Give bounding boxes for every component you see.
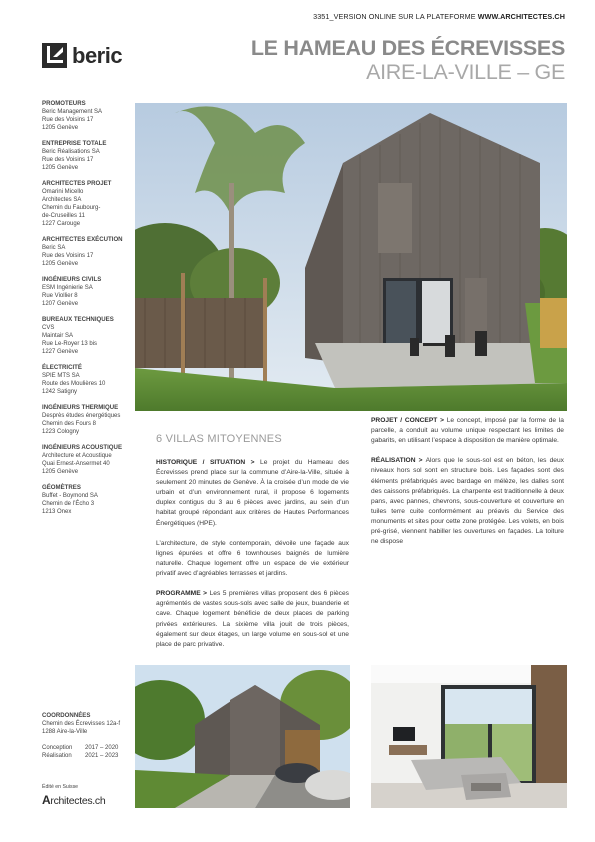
- credit-line: 1205 Genève: [42, 469, 79, 475]
- credit-line: Architecture et Acoustique: [42, 453, 112, 459]
- paragraph-lead: PROJET / CONCEPT >: [371, 417, 447, 424]
- article-column-left: [156, 458, 349, 660]
- credit-line: Beric Réalisations SA: [42, 149, 100, 155]
- credit-heading: ÉLECTRICITÉ: [42, 364, 82, 371]
- credit-heading: BUREAUX TECHNIQUES: [42, 316, 114, 323]
- credit-line: Chemin du Faubourg-: [42, 205, 101, 211]
- conception-row: [42, 744, 134, 752]
- credit-line: 1242 Satigny: [42, 389, 78, 395]
- credit-heading: ARCHITECTES EXÉCUTION: [42, 236, 123, 243]
- credit-heading: PROMOTEURS: [42, 100, 86, 107]
- brand-rest: rchitectes.ch: [50, 795, 106, 807]
- credit-line: Beric Management SA: [42, 109, 103, 115]
- credit-line: 1227 Carouge: [42, 221, 81, 227]
- credit-block-architectes-execution: [42, 236, 134, 268]
- logo-wordmark: beric: [72, 42, 123, 68]
- platform-link[interactable]: WWW.ARCHITECTES.CH: [477, 12, 565, 21]
- credit-heading: INGÉNIEURS THERMIQUE: [42, 404, 119, 411]
- credit-line: 1207 Genève: [42, 301, 79, 307]
- credit-line: CVS: [42, 325, 55, 331]
- credit-heading: INGÉNIEURS CIVILS: [42, 276, 102, 283]
- coordinates-block: [42, 712, 134, 760]
- conception-value: 2017 – 2020: [85, 745, 119, 751]
- page-title: [251, 37, 565, 84]
- project-location: AIRE-LA-VILLE – GE: [366, 59, 565, 84]
- dates-table: [42, 744, 134, 760]
- credit-block-promoteurs: [42, 100, 134, 132]
- address-line: Chemin des Écrevisses 12a-f: [42, 721, 121, 727]
- driveway-photo: [135, 665, 350, 808]
- credit-line: Chemin de l’Écho 3: [42, 501, 95, 507]
- paragraph-programme: [156, 589, 349, 650]
- credit-line: ESM Ingénierie SA: [42, 285, 93, 291]
- online-reference: [313, 12, 565, 21]
- credit-line: 1205 Genève: [42, 165, 79, 171]
- brand-initial: A: [42, 793, 51, 807]
- paragraph-architecture: [156, 539, 349, 579]
- coordinates-heading: COORDONNÉES: [42, 712, 91, 719]
- credit-line: Route des Moulières 10: [42, 381, 106, 387]
- paragraph-concept-body: [371, 416, 564, 446]
- credit-line: 1213 Onex: [42, 509, 72, 515]
- credit-line: Chemin des Fours 8: [42, 421, 97, 427]
- credit-heading: ARCHITECTES PROJET: [42, 180, 112, 187]
- paragraph-text: Alors que le sous-sol est en béton, les deux niveaux hors sol sont en structure bois. Les façades sont des éléments préfabriqués avec bardage en mélèze, les dalles sont des caissons préfabriqués. La charpente est traditionnelle à deux pans, avec pannes, chevrons, sous-couverture et couverture en tuiles terre cuite conformément au préavis du Service des monuments et sites pour cette zone protégée. Les volets, en bois pré-grisé, viennent habiller les ouvertures en façades. La toiture ne dispose: [371, 457, 564, 546]
- credit-block-ingenieurs-acoustique: [42, 444, 134, 476]
- article-column-right: [371, 417, 564, 557]
- credit-line: SPIE MTS SA: [42, 373, 80, 379]
- credit-line: Quai Ernest-Ansermet 40: [42, 461, 110, 467]
- living-room-photo: [371, 665, 567, 808]
- realisation-label: Réalisation: [42, 753, 72, 759]
- paragraph-lead: PROGRAMME >: [156, 590, 210, 598]
- paragraph-text: L’architecture, de style contemporain, dévoile une façade aux lignes épurées et offre 6 townhouses baignés de lumière naturelle. Chaque logement offre un espace de vie extérieur privatif avec d’agréables terrasses et jardins.: [156, 539, 349, 578]
- credit-heading: ENTREPRISE TOTALE: [42, 140, 107, 147]
- credit-line: Desprès études énergétiques: [42, 413, 121, 419]
- credit-block-entreprise: [42, 140, 134, 172]
- edited-note: Édité en Suisse: [42, 784, 79, 790]
- credit-line: Rue des Voisins 17: [42, 117, 94, 123]
- house-exterior-photo: [135, 103, 567, 411]
- paragraph-lead: RÉALISATION >: [371, 457, 426, 465]
- credit-line: Omarini Micello: [42, 189, 84, 195]
- credit-line: de-Cruseilles 11: [42, 213, 85, 219]
- paragraph-text: Le projet du Hameau des Écrevisses prend place sur la commune d’Aire-la-Ville, située à seulement 20 minutes de Genève. À la croisée d’un mode de vie urbain et d’un environnement rural, il propose 6 logements duplex contigus du 3 au 6 pièces avec jardins, au sein d’un habitat groupé répondant aux critères de Hautes Performances Énergétiques (HPE).: [156, 459, 349, 527]
- paragraph-text: Les 5 premières villas proposent des 6 pièces agrémentés de vastes sous-sols avec salle de jeux, buanderie et cave. Chaque logement bénéficie de deux places de parking privées extérieures. La sixième villa jouit de trois pièces, également sur deux étages, un large volume en sous-sol et une place de parc privative.: [156, 590, 349, 648]
- credit-line: Rue Viollier 8: [42, 293, 78, 299]
- credit-line: Buffet - Boymond SA: [42, 493, 98, 499]
- credits-sidebar: [42, 100, 134, 524]
- credit-heading: GÉOMÈTRES: [42, 484, 81, 491]
- beric-logo-icon: [42, 43, 67, 68]
- credit-line: Maintair SA: [42, 333, 74, 339]
- paragraph-situation: [156, 458, 349, 529]
- credit-line: Rue des Voisins 17: [42, 157, 94, 163]
- credit-line: 1205 Genève: [42, 261, 79, 267]
- realisation-value: 2021 – 2023: [85, 753, 119, 759]
- project-name: LE HAMEAU DES ÉCREVISSES: [250, 36, 565, 60]
- credit-line: Beric SA: [42, 245, 66, 251]
- beric-logo: [42, 43, 122, 68]
- credit-line: 1227 Genève: [42, 349, 79, 355]
- realisation-row: [42, 752, 134, 760]
- credit-block-bureaux-techniques: [42, 316, 134, 356]
- paragraph-realisation: [371, 456, 564, 547]
- credit-block-electricite: [42, 364, 134, 396]
- paragraph-text: Le concept, imposé par la forme de la parcelle, a conduit au volume unique respectant les limites de gabarits, en utilisant l’espace à disposition de manière optimale.: [371, 417, 564, 445]
- credit-line: Rue des Voisins 17: [42, 253, 94, 259]
- section-heading: 6 VILLAS MITOYENNES: [156, 433, 282, 445]
- credit-block-architectes-projet: [42, 180, 134, 228]
- credit-line: Rue Le-Royer 13 bis: [42, 341, 98, 347]
- credit-line: Architectes SA: [42, 197, 82, 203]
- credit-block-geometres: [42, 484, 134, 516]
- conception-label: Conception: [42, 745, 73, 751]
- credit-block-ingenieurs-thermique: [42, 404, 134, 436]
- address-line: 1288 Aire-la-Ville: [42, 729, 88, 735]
- credit-line: 1223 Cologny: [42, 429, 80, 435]
- credit-block-ingenieurs-civils: [42, 276, 134, 308]
- reference-text: 3351_VERSION ONLINE SUR LA PLATEFORME: [313, 12, 478, 21]
- credit-line: 1205 Genève: [42, 125, 79, 131]
- architectes-logo: [42, 793, 105, 807]
- paragraph-lead: HISTORIQUE / SITUATION >: [156, 459, 261, 466]
- credit-heading: INGÉNIEURS ACOUSTIQUE: [42, 444, 123, 451]
